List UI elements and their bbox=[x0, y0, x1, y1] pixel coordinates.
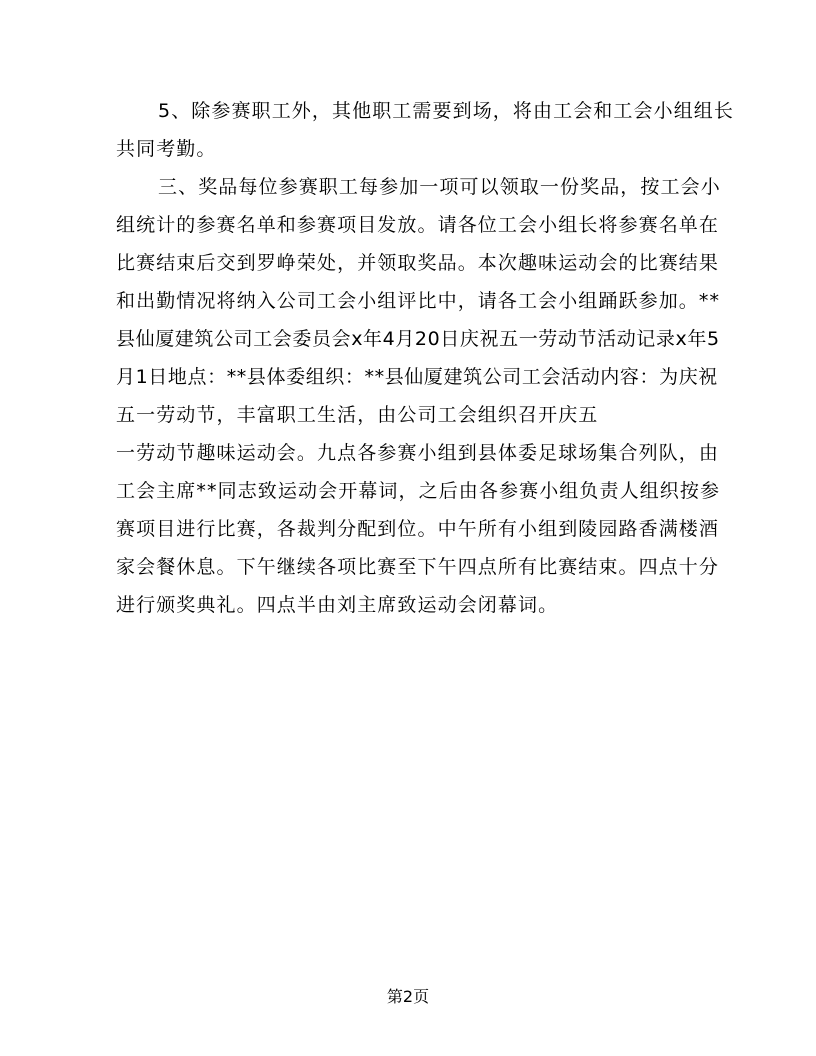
paragraph-line: 组统计的参赛名单和参赛项目发放。请各位工会小组长将参赛名单在 bbox=[116, 214, 720, 236]
paragraph-line: 和出勤情况将纳入公司工会小组评比中，请各工会小组踊跃参加。** bbox=[116, 290, 721, 312]
paragraph-line: 三、奖品每位参赛职工每参加一项可以领取一份奖品，按工会小 bbox=[158, 176, 721, 198]
paragraph-line: 五一劳动节，丰富职工生活，由公司工会组织召开庆五 bbox=[116, 404, 599, 426]
paragraph-line: 共同考勤。 bbox=[116, 138, 217, 160]
paragraph-line: 进行颁奖典礼。四点半由刘主席致运动会闭幕词。 bbox=[116, 594, 559, 616]
page-number: 第2页 bbox=[386, 987, 430, 1006]
paragraph-line: 县仙厦建筑公司工会委员会x年4月20日庆祝五一劳动节活动记录x年5 bbox=[116, 328, 720, 350]
paragraph-line: 5、除参赛职工外，其他职工需要到场，将由工会和工会小组组长 bbox=[158, 100, 734, 122]
document-body bbox=[116, 92, 734, 624]
paragraph-line: 比赛结束后交到罗峥荣处，并领取奖品。本次趣味运动会的比赛结果 bbox=[116, 252, 720, 274]
paragraph-line: 赛项目进行比赛，各裁判分配到位。中午所有小组到陵园路香满楼酒 bbox=[116, 518, 720, 540]
paragraph-line: 工会主席**同志致运动会开幕词，之后由各参赛小组负责人组织按参 bbox=[116, 480, 721, 502]
paragraph-line: 家会餐休息。下午继续各项比赛至下午四点所有比赛结束。四点十分 bbox=[116, 556, 720, 578]
paragraph-line: 月1日地点：**县体委组织：**县仙厦建筑公司工会活动内容：为庆祝 bbox=[116, 366, 718, 388]
paragraph-line: 一劳动节趣味运动会。九点各参赛小组到县体委足球场集合列队，由 bbox=[116, 442, 720, 464]
